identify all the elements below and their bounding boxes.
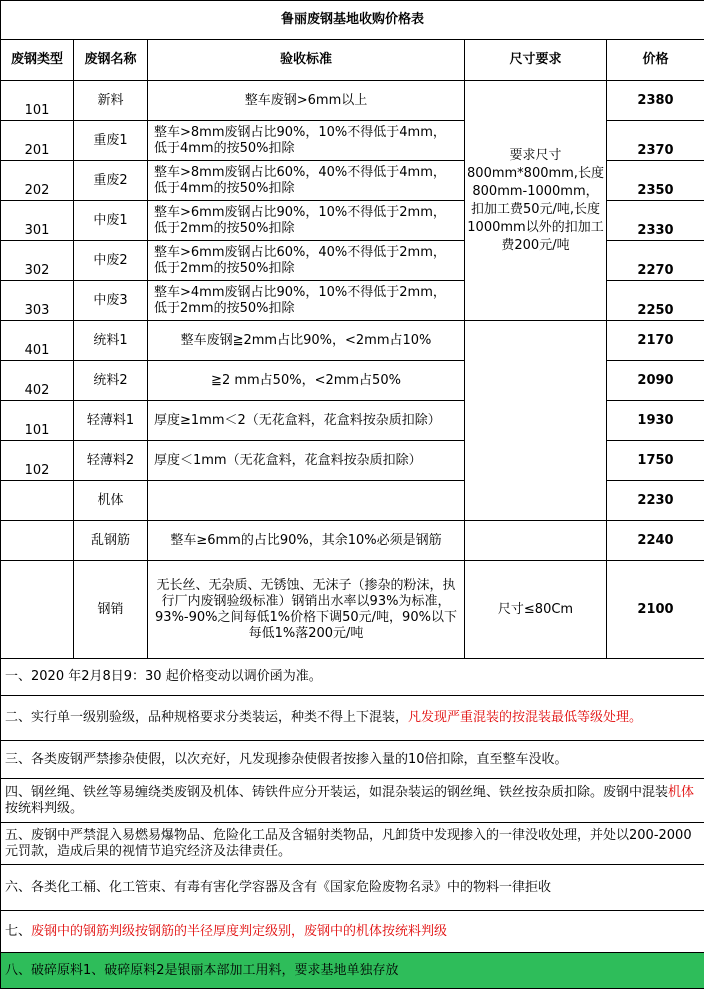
note-row bbox=[1, 779, 704, 823]
table-row bbox=[1, 561, 704, 659]
row-code: 402 bbox=[1, 361, 74, 401]
row-price: 1750 bbox=[607, 441, 704, 481]
row-code: 102 bbox=[1, 441, 74, 481]
note-7-prefix: 七、 bbox=[5, 924, 31, 939]
note-5: 五、废钢中严禁混入易燃易爆物品、危险化工品及含辐射类物品，凡卸货中发现掺入的一律没收处理，并处以200-2000元罚款，造成后果的视情节追究经济及法律责任。 bbox=[1, 823, 704, 865]
header-type: 废钢类型 bbox=[1, 40, 74, 81]
note-row bbox=[1, 659, 704, 696]
note-2-text: 二、实行单一级别验级，品种规格要求分类装运，种类不得上下混装， bbox=[5, 710, 408, 725]
row-code: 101 bbox=[1, 401, 74, 441]
row-standard: 整车>4mm废钢占比90%，10%不得低于2mm，低于2mm的按50%扣除 bbox=[148, 281, 465, 321]
row-code: 303 bbox=[1, 281, 74, 321]
row-price: 2270 bbox=[607, 241, 704, 281]
row-code: 202 bbox=[1, 161, 74, 201]
size-blank-cell bbox=[465, 521, 607, 561]
row-price: 2170 bbox=[607, 321, 704, 361]
note-4-tail: 按统料判级。 bbox=[5, 801, 83, 816]
page-title: 鲁丽废钢基地收购价格表 bbox=[1, 1, 704, 40]
row-name: 轻薄料1 bbox=[74, 401, 148, 441]
row-name: 重废2 bbox=[74, 161, 148, 201]
note-7-highlight: 废钢中的钢筋判级按钢筋的半径厚度判定级别，废钢中的机体按统料判级 bbox=[31, 924, 447, 939]
row-standard: 整车废钢≧2mm占比90%，<2mm占10% bbox=[148, 321, 465, 361]
row-code: 302 bbox=[1, 241, 74, 281]
note-2 bbox=[1, 696, 704, 741]
row-standard: 整车>6mm废钢占比60%，40%不得低于2mm，低于2mm的按50%扣除 bbox=[148, 241, 465, 281]
row-standard: 厚度＜1mm（无花盒料，花盒料按杂质扣除） bbox=[148, 441, 465, 481]
header-standard: 验收标准 bbox=[148, 40, 465, 81]
row-name: 重废1 bbox=[74, 121, 148, 161]
row-name: 统料1 bbox=[74, 321, 148, 361]
note-4-highlight: 机体 bbox=[668, 785, 694, 800]
row-code: 201 bbox=[1, 121, 74, 161]
row-code bbox=[1, 521, 74, 561]
row-standard: 无长丝、无杂质、无锈蚀、无沫子（掺杂的粉沫，执行厂内废钢验级标准）钢销出水率以93%为标准，93%-90%之间每低1%价格下调50元/吨，90%以下每低1%落200元/吨 bbox=[148, 561, 465, 659]
size-blank-cell bbox=[465, 321, 607, 521]
note-row bbox=[1, 741, 704, 779]
row-code: 301 bbox=[1, 201, 74, 241]
header-row bbox=[1, 40, 704, 81]
row-price: 1930 bbox=[607, 401, 704, 441]
row-standard: 整车≥6mm的占比90%，其余10%必须是钢筋 bbox=[148, 521, 465, 561]
size-requirement: 要求尺寸800mm*800mm,长度800mm-1000mm，扣加工费50元/吨,长度1000mm以外的扣加工费200元/吨 bbox=[465, 81, 607, 321]
row-code: 101 bbox=[1, 81, 74, 121]
row-price: 2350 bbox=[607, 161, 704, 201]
row-code bbox=[1, 561, 74, 659]
note-row bbox=[1, 696, 704, 741]
row-standard: 厚度≥1mm＜2（无花盒料，花盒料按杂质扣除） bbox=[148, 401, 465, 441]
table-row bbox=[1, 321, 704, 361]
row-name: 中废2 bbox=[74, 241, 148, 281]
note-4 bbox=[1, 779, 704, 823]
row-name: 钢销 bbox=[74, 561, 148, 659]
size-steel-pin: 尺寸≤80Cm bbox=[465, 561, 607, 659]
row-name: 轻薄料2 bbox=[74, 441, 148, 481]
row-standard: 整车>8mm废钢占比60%，40%不得低于4mm，低于4mm的按50%扣除 bbox=[148, 161, 465, 201]
row-standard: 整车废钢>6mm以上 bbox=[148, 81, 465, 121]
note-3: 三、各类废钢严禁掺杂使假，以次充好，凡发现掺杂使假者按掺入量的10倍扣除，直至整车没收。 bbox=[1, 741, 704, 779]
header-size: 尺寸要求 bbox=[465, 40, 607, 81]
note-row bbox=[1, 823, 704, 865]
note-7 bbox=[1, 911, 704, 953]
row-price: 2380 bbox=[607, 81, 704, 121]
row-name: 新料 bbox=[74, 81, 148, 121]
row-price: 2370 bbox=[607, 121, 704, 161]
note-4-text: 四、钢丝绳、铁丝等易缠绕类废钢及机体、铸铁件应分开装运，如混杂装运的钢丝绳、铁丝按杂质扣除。废钢中混装 bbox=[5, 785, 668, 800]
note-row bbox=[1, 953, 704, 989]
note-1: 一、2020 年2月8日9：30 起价格变动以调价函为准。 bbox=[1, 659, 704, 696]
note-2-highlight: 凡发现严重混装的按混装最低等级处理。 bbox=[408, 710, 642, 725]
note-6: 六、各类化工桶、化工管束、有毒有害化学容器及含有《国家危险废物名录》中的物料一律拒收 bbox=[1, 865, 704, 911]
header-price: 价格 bbox=[607, 40, 704, 81]
row-price: 2330 bbox=[607, 201, 704, 241]
row-standard: 整车>6mm废钢占比90%，10%不得低于2mm，低于2mm的按50%扣除 bbox=[148, 201, 465, 241]
row-name: 统料2 bbox=[74, 361, 148, 401]
row-price: 2250 bbox=[607, 281, 704, 321]
row-standard: ≧2 mm占50%，<2mm占50% bbox=[148, 361, 465, 401]
row-standard bbox=[148, 481, 465, 521]
row-name: 乱钢筋 bbox=[74, 521, 148, 561]
row-code bbox=[1, 481, 74, 521]
row-name: 机体 bbox=[74, 481, 148, 521]
table-row bbox=[1, 521, 704, 561]
header-name: 废钢名称 bbox=[74, 40, 148, 81]
row-code: 401 bbox=[1, 321, 74, 361]
row-price: 2230 bbox=[607, 481, 704, 521]
note-row bbox=[1, 865, 704, 911]
note-8: 八、破碎原料1、破碎原料2是银丽本部加工用料，要求基地单独存放 bbox=[1, 953, 704, 989]
row-price: 2100 bbox=[607, 561, 704, 659]
row-name: 中废3 bbox=[74, 281, 148, 321]
table-row bbox=[1, 81, 704, 121]
row-price: 2240 bbox=[607, 521, 704, 561]
row-price: 2090 bbox=[607, 361, 704, 401]
note-row bbox=[1, 911, 704, 953]
row-name: 中废1 bbox=[74, 201, 148, 241]
row-standard: 整车>8mm废钢占比90%，10%不得低于4mm，低于4mm的按50%扣除 bbox=[148, 121, 465, 161]
